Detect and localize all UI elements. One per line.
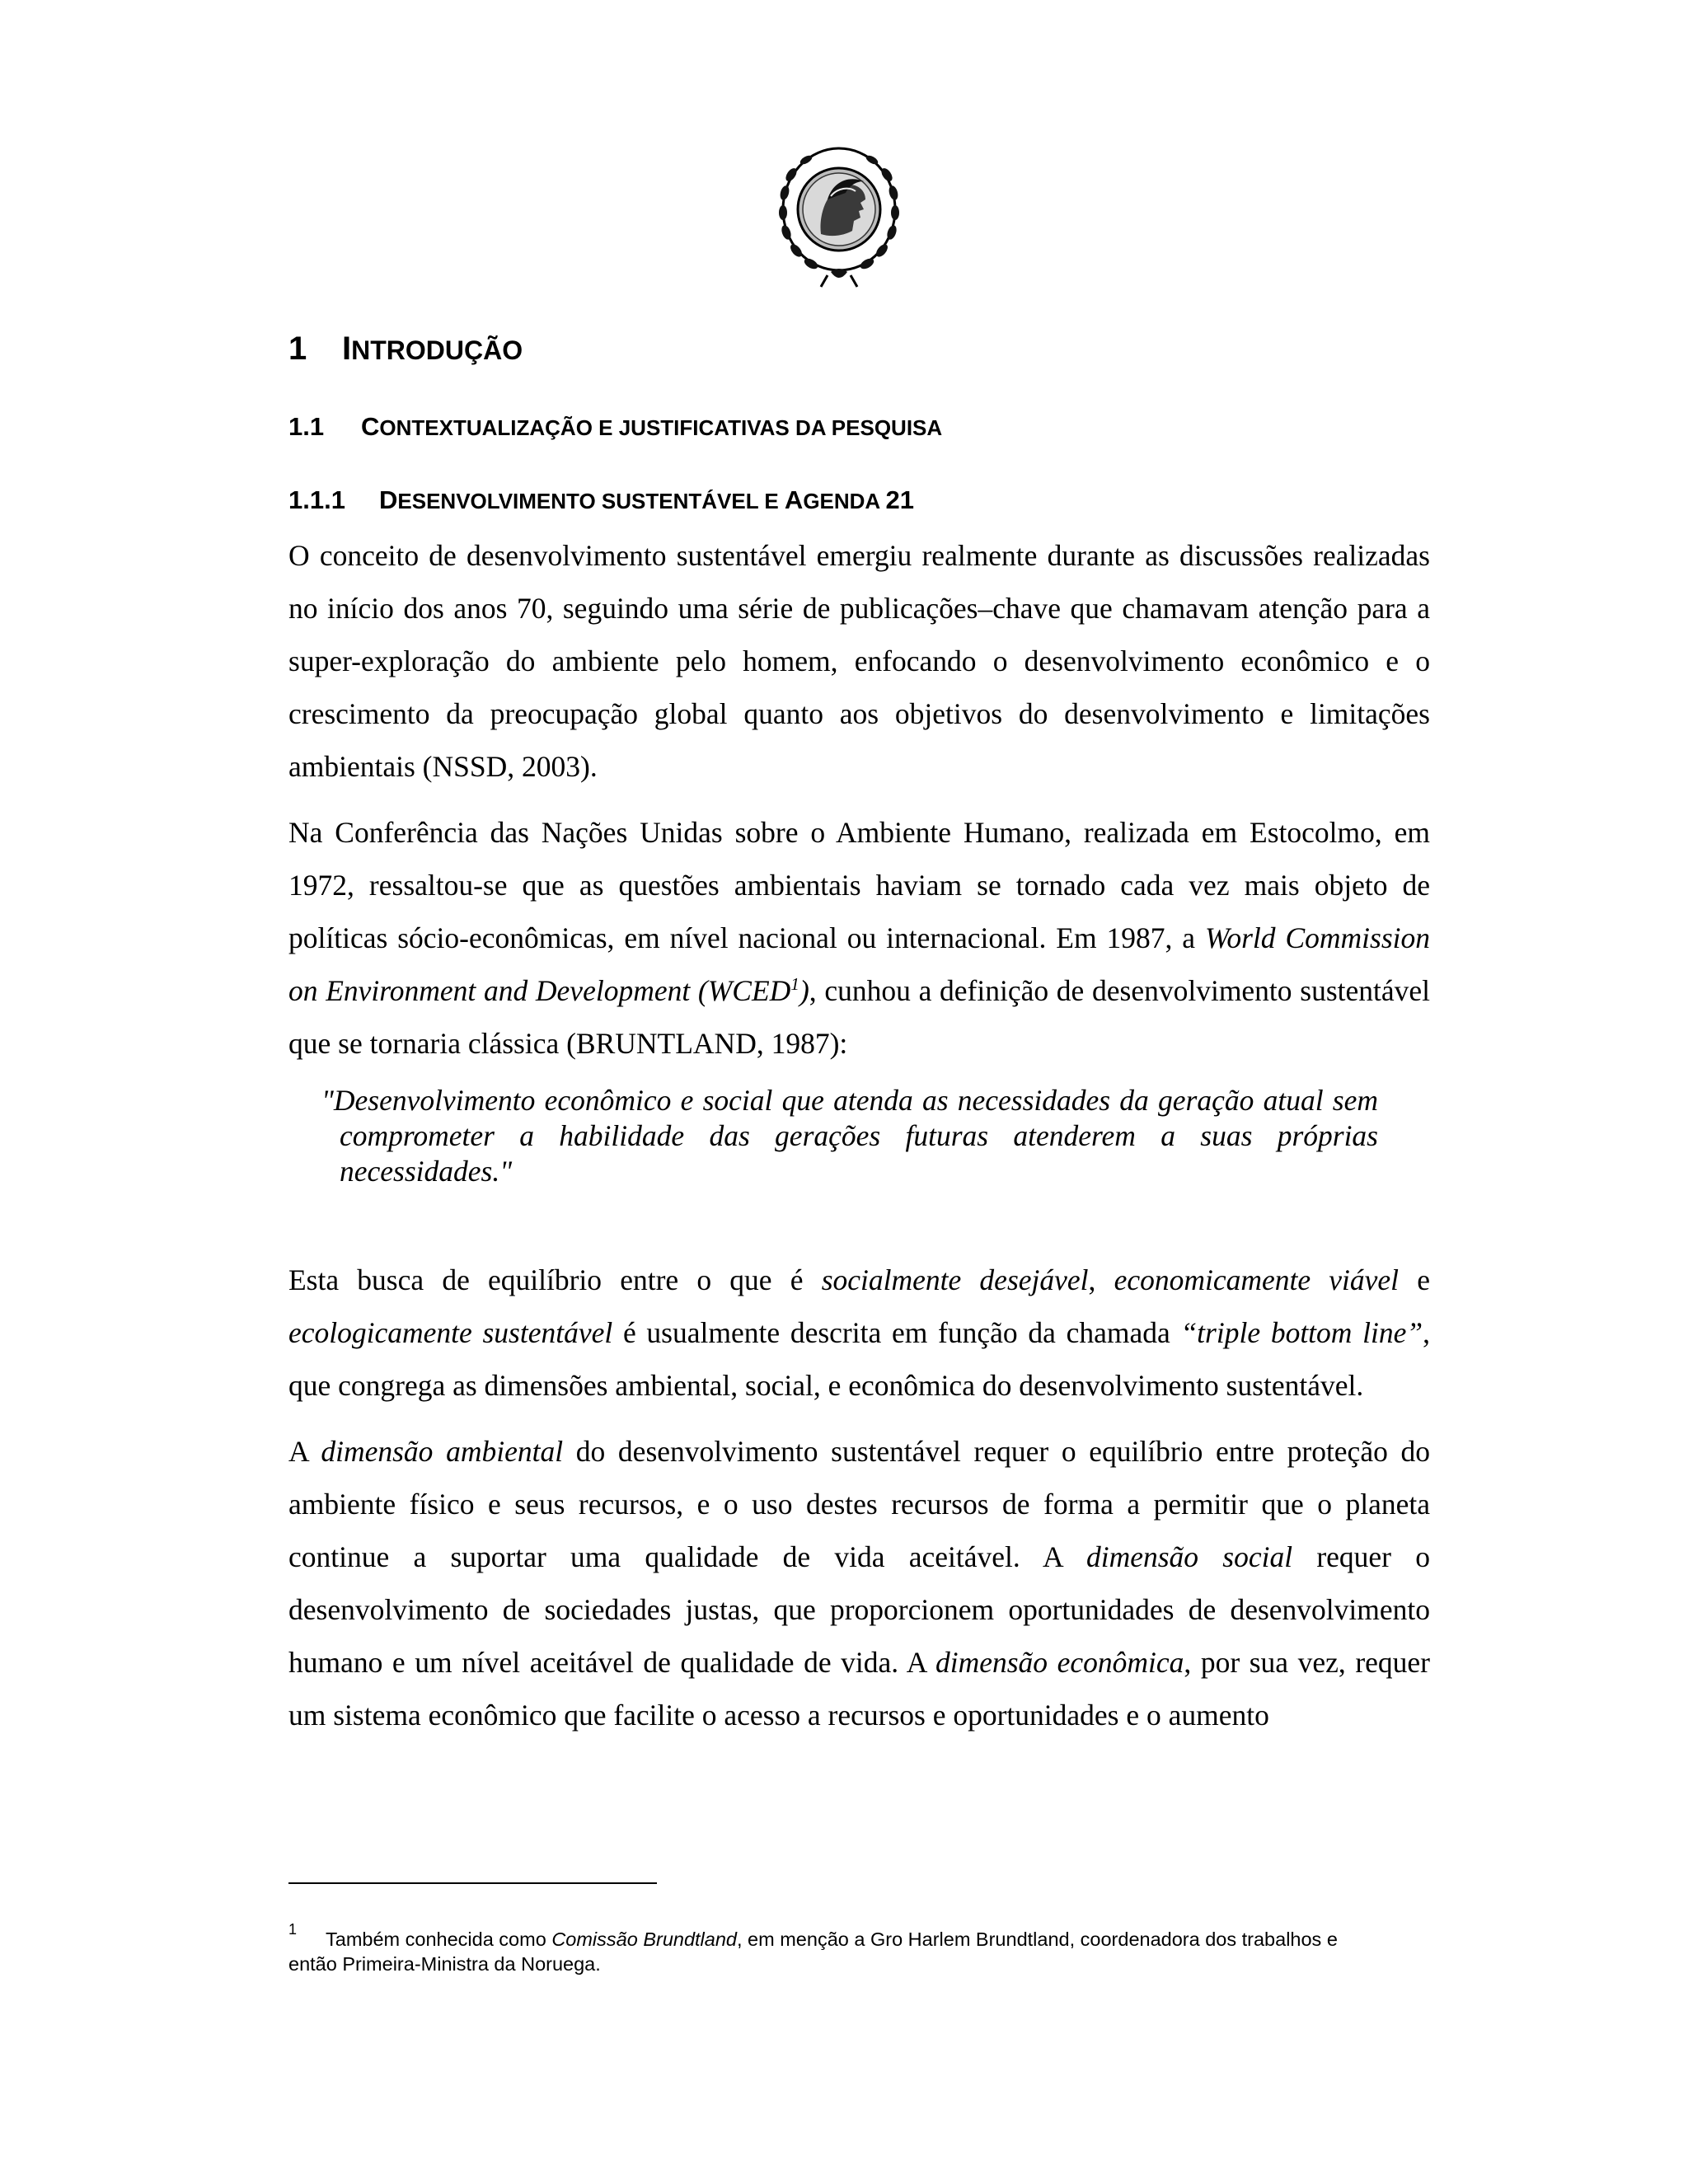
text-run: O conceito de desenvolvimento sustentável emergiu realmente durante as discussões realizadas no início dos anos 70, seguindo uma série de publicações–chave que chamavam atenção para a super-exploração do ambiente pelo homem, enfocando o desenvolvimento econômico e o crescimento da preocupação global quanto aos objetivos do desenvolvimento e limitações ambientais (NSSD, 2003). — [288, 539, 1430, 783]
heading-segment: C — [361, 412, 380, 441]
text-run: Esta busca de equilíbrio entre o que é — [288, 1263, 822, 1296]
text-run: , em menção a Gro Harlem Brundtland, coordenadora dos trabalhos e — [737, 1929, 1338, 1950]
brundtland-quote: "Desenvolvimento econômico e social que atenda as necessidades da geração atual sem comprometer a habilidade das gerações futuras atenderem a suas próprias necessidades." — [321, 1084, 1378, 1188]
paragraphs-before-quote — [288, 529, 1430, 1070]
heading-segment: A — [784, 485, 804, 514]
italic-text: socialmente desejável — [821, 1263, 1089, 1296]
university-emblem — [773, 142, 905, 290]
footnote-reference: 1 — [790, 974, 799, 995]
paragraph-triple-bottom-line — [288, 1254, 1430, 1412]
chapter-heading — [288, 328, 1430, 371]
italic-text: ) — [799, 974, 809, 1007]
italic-text: “triple bottom line” — [1180, 1316, 1423, 1349]
italic-text: World Commission on Environment and Development (WCED — [288, 921, 1430, 1007]
heading-segment: GENDA — [803, 489, 886, 513]
italic-text: Comissão Brundtland — [551, 1929, 737, 1950]
paragraph-dimensions — [288, 1425, 1430, 1741]
italic-text: dimensão social — [1085, 1540, 1293, 1573]
text-run: requer o desenvolvimento de sociedades justas, que proporcionem oportunidades de desenvolvimento humano e um nível aceitável de qualidade de vida. A — [288, 1540, 1430, 1679]
italic-text: dimensão econômica — [935, 1646, 1184, 1679]
paragraphs-after-quote — [288, 1254, 1430, 1741]
document-body — [288, 328, 1430, 1755]
italic-text: economicamente viável — [1114, 1263, 1400, 1296]
heading-segment: 21 — [885, 485, 914, 514]
chapter-number: 1 — [288, 330, 307, 367]
text-run: Na Conferência das Nações Unidas sobre o Ambiente Humano, realizada em Estocolmo, em 1972, ressaltou-se que as questões ambientais haviam se tornado cada vez mais objeto de políticas sócio-econômicas, em nível nacional ou internacional. Em 1987, a — [288, 816, 1430, 954]
subsection-number: 1.1.1 — [288, 485, 345, 514]
section-heading — [288, 410, 1430, 444]
italic-text: dimensão ambiental — [321, 1435, 564, 1468]
text-run: e — [1399, 1263, 1430, 1296]
footnote-mark: 1 — [288, 1921, 298, 1938]
footnote — [288, 1921, 1430, 1976]
text-run: é usualmente descrita em função da chamada — [612, 1316, 1181, 1349]
text-run: Também conhecida como — [326, 1929, 552, 1950]
section-number: 1.1 — [288, 412, 325, 441]
text-run: A — [288, 1435, 321, 1468]
text-run: , — [1088, 1263, 1114, 1296]
paragraph-concept — [288, 529, 1430, 793]
text-run: , que congrega as dimensões ambiental, social, e econômica do desenvolvimento sustentável. — [288, 1316, 1431, 1402]
text-run: , por sua vez, requer um sistema econômico que facilite o acesso a recursos e oportunidades e o aumento — [288, 1646, 1430, 1732]
footnote-separator — [288, 1882, 657, 1884]
heading-segment: ONTEXTUALIZAÇÃO E JUSTIFICATIVAS DA PESQUISA — [379, 415, 943, 440]
text-run: do desenvolvimento sustentável requer o equilíbrio entre proteção do ambiente físico e seus recursos, e o uso destes recursos de forma a permitir que o planeta continue a suportar uma qualidade de vida aceitável. A — [288, 1435, 1430, 1573]
paragraph-conference — [288, 806, 1430, 1070]
subsection-heading — [288, 484, 1430, 518]
chapter-title: INTRODUÇÃO — [342, 330, 523, 367]
heading-segment: D — [379, 485, 398, 514]
section-title — [361, 410, 942, 444]
emblem-icon — [773, 142, 905, 290]
footnote-text — [288, 1927, 1430, 1976]
heading-segment: ESENVOLVIMENTO SUSTENTÁVEL E — [397, 489, 785, 513]
italic-text: ecologicamente sustentável — [288, 1316, 613, 1349]
footnote-line-1 — [326, 1929, 1338, 1950]
footnote-continuation: então Primeira-Ministra da Noruega. — [288, 1953, 601, 1975]
subsection-title — [379, 484, 914, 518]
text-run: , cunhou a definição de desenvolvimento sustentável que se tornaria clássica (BRUNTLAND, 1987): — [288, 974, 1430, 1060]
